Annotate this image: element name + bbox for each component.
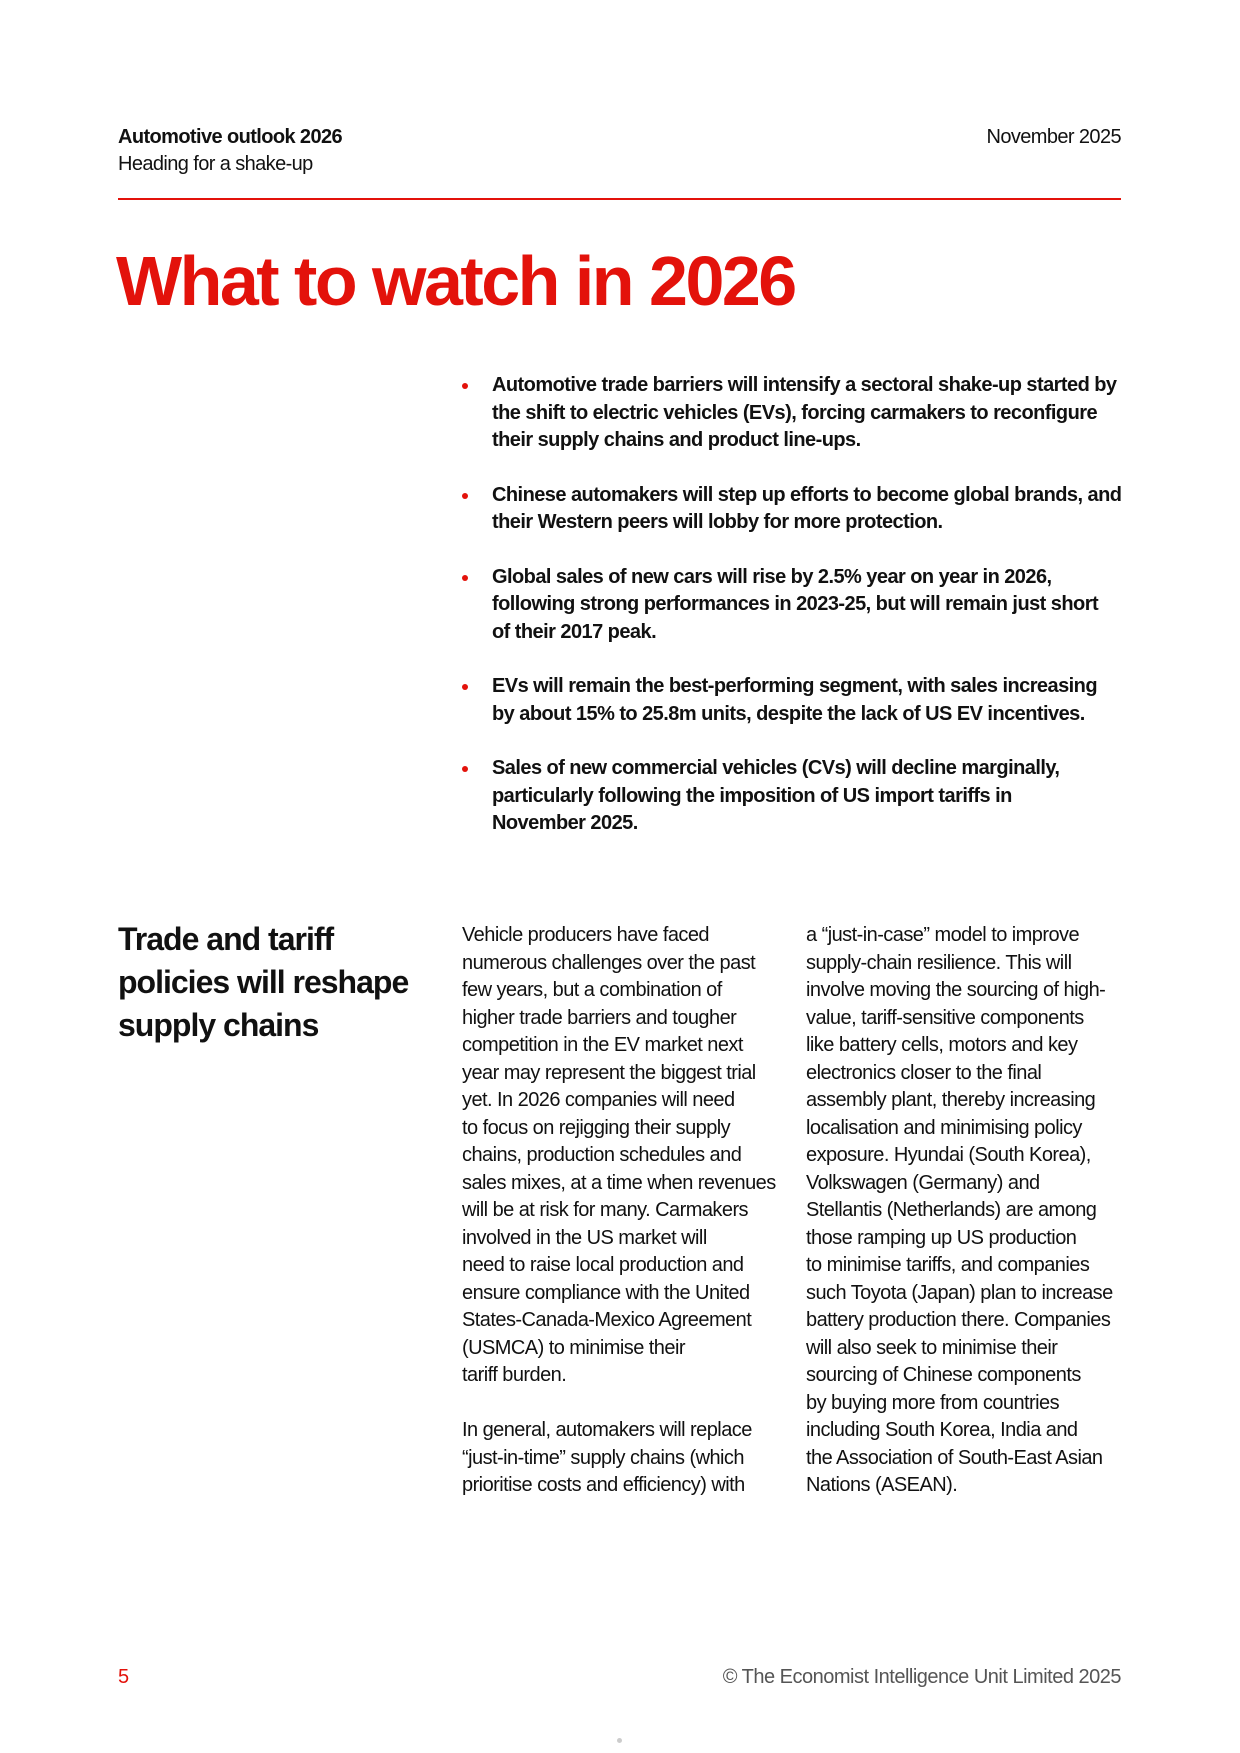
text-line: ensure compliance with the United bbox=[462, 1281, 750, 1304]
text-line: assembly plant, thereby increasing bbox=[806, 1089, 1096, 1111]
text-line: will be at risk for many. Carmakers bbox=[462, 1199, 749, 1221]
text-line: EVs will remain the best-performing segment, with sales increasing bbox=[492, 675, 1097, 697]
text-line: such Toyota (Japan) plan to increase bbox=[806, 1281, 1113, 1304]
text-line: “just-in-time” supply chains (which bbox=[462, 1446, 744, 1469]
page-indicator-dot bbox=[617, 1738, 622, 1743]
bullet-icon bbox=[462, 684, 468, 690]
section-heading bbox=[118, 918, 408, 1047]
text-line: involved in the US market will bbox=[462, 1226, 707, 1249]
text-line: supply-chain resilience. This will bbox=[806, 951, 1072, 974]
text-line: Nations (ASEAN). bbox=[806, 1474, 958, 1496]
key-point-item bbox=[462, 372, 1142, 455]
bullet-icon bbox=[462, 493, 468, 499]
text-line: yet. In 2026 companies will need bbox=[462, 1089, 735, 1111]
text-line: sourcing of Chinese components bbox=[806, 1364, 1081, 1386]
text-line: need to raise local production and bbox=[462, 1254, 744, 1276]
text-line: the Association of South-East Asian bbox=[806, 1446, 1103, 1469]
bullet-icon bbox=[462, 766, 468, 772]
text-line: value, tariff-sensitive components bbox=[806, 1006, 1084, 1029]
text-line: Volkswagen (Germany) and bbox=[806, 1171, 1040, 1194]
text-line: few years, but a combination of bbox=[462, 979, 722, 1001]
key-points-list bbox=[462, 372, 1142, 865]
bullet-icon bbox=[462, 575, 468, 581]
text-line: Trade and tariff bbox=[118, 921, 334, 957]
text-line: prioritise costs and efficiency) with bbox=[462, 1474, 745, 1496]
text-line: battery production there. Companies bbox=[806, 1309, 1111, 1331]
page-title: What to watch in 2026 bbox=[116, 242, 795, 320]
text-line: sales mixes, at a time when revenues bbox=[462, 1171, 776, 1194]
text-line: their supply chains and product line-ups. bbox=[492, 429, 861, 451]
text-line: including South Korea, India and bbox=[806, 1419, 1078, 1441]
text-line: tariff burden. bbox=[462, 1364, 567, 1386]
key-point-item bbox=[462, 755, 1142, 838]
text-line: Vehicle producers have faced bbox=[462, 924, 709, 946]
page-number: 5 bbox=[118, 1666, 130, 1688]
body-paragraph bbox=[806, 922, 1126, 1500]
text-line: to focus on rejigging their supply bbox=[462, 1116, 731, 1139]
body-paragraph bbox=[462, 1417, 782, 1500]
report-date: November 2025 bbox=[986, 126, 1121, 148]
text-line: to minimise tariffs, and companies bbox=[806, 1254, 1090, 1276]
text-line: of their 2017 peak. bbox=[492, 620, 657, 643]
body-paragraph bbox=[462, 922, 782, 1390]
text-line: policies will reshape bbox=[118, 964, 409, 1000]
text-line: those ramping up US production bbox=[806, 1226, 1077, 1249]
text-line: following strong performances in 2023-25, but will remain just short bbox=[492, 593, 1099, 615]
text-line: higher trade barriers and tougher bbox=[462, 1006, 737, 1029]
text-line: the shift to electric vehicles (EVs), forcing carmakers to reconfigure bbox=[492, 401, 1098, 424]
body-column-2 bbox=[806, 922, 1126, 1527]
header-divider bbox=[118, 198, 1121, 200]
report-title: Automotive outlook 2026 bbox=[118, 126, 343, 148]
text-line: by buying more from countries bbox=[806, 1391, 1060, 1414]
text-line: exposure. Hyundai (South Korea), bbox=[806, 1144, 1091, 1166]
text-line: Global sales of new cars will rise by 2.5% year on year in 2026, bbox=[492, 565, 1052, 588]
text-line: chains, production schedules and bbox=[462, 1144, 742, 1166]
text-line: by about 15% to 25.8m units, despite the lack of US EV incentives. bbox=[492, 702, 1085, 725]
body-column-1 bbox=[462, 922, 782, 1527]
text-line: year may represent the biggest trial bbox=[462, 1061, 756, 1084]
text-line: electronics closer to the final bbox=[806, 1061, 1042, 1084]
text-line: like battery cells, motors and key bbox=[806, 1034, 1078, 1056]
text-line: November 2025. bbox=[492, 812, 638, 834]
key-point-item bbox=[462, 564, 1142, 647]
bullet-icon bbox=[462, 383, 468, 389]
text-line: particularly following the imposition of US import tariffs in bbox=[492, 784, 1012, 807]
text-line: Stellantis (Netherlands) are among bbox=[806, 1199, 1097, 1221]
key-point-item bbox=[462, 673, 1142, 728]
text-line: Chinese automakers will step up efforts to become global brands, and bbox=[492, 483, 1122, 506]
text-line: States-Canada-Mexico Agreement bbox=[462, 1309, 752, 1331]
key-point-item bbox=[462, 482, 1142, 537]
text-line: Automotive trade barriers will intensify a sectoral shake-up started by bbox=[492, 374, 1117, 396]
text-line: their Western peers will lobby for more protection. bbox=[492, 511, 943, 533]
copyright-notice: © The Economist Intelligence Unit Limited 2025 bbox=[722, 1666, 1121, 1688]
text-line: (USMCA) to minimise their bbox=[462, 1336, 685, 1359]
report-subtitle: Heading for a shake-up bbox=[118, 153, 313, 175]
text-line: In general, automakers will replace bbox=[462, 1419, 752, 1441]
text-line: involve moving the sourcing of high- bbox=[806, 979, 1106, 1001]
text-line: supply chains bbox=[118, 1007, 319, 1043]
text-line: localisation and minimising policy bbox=[806, 1116, 1082, 1139]
text-line: a “just-in-case” model to improve bbox=[806, 924, 1080, 946]
text-line: Sales of new commercial vehicles (CVs) will decline marginally, bbox=[492, 757, 1060, 779]
text-line: competition in the EV market next bbox=[462, 1034, 743, 1056]
text-line: will also seek to minimise their bbox=[806, 1336, 1058, 1359]
text-line: numerous challenges over the past bbox=[462, 951, 756, 974]
